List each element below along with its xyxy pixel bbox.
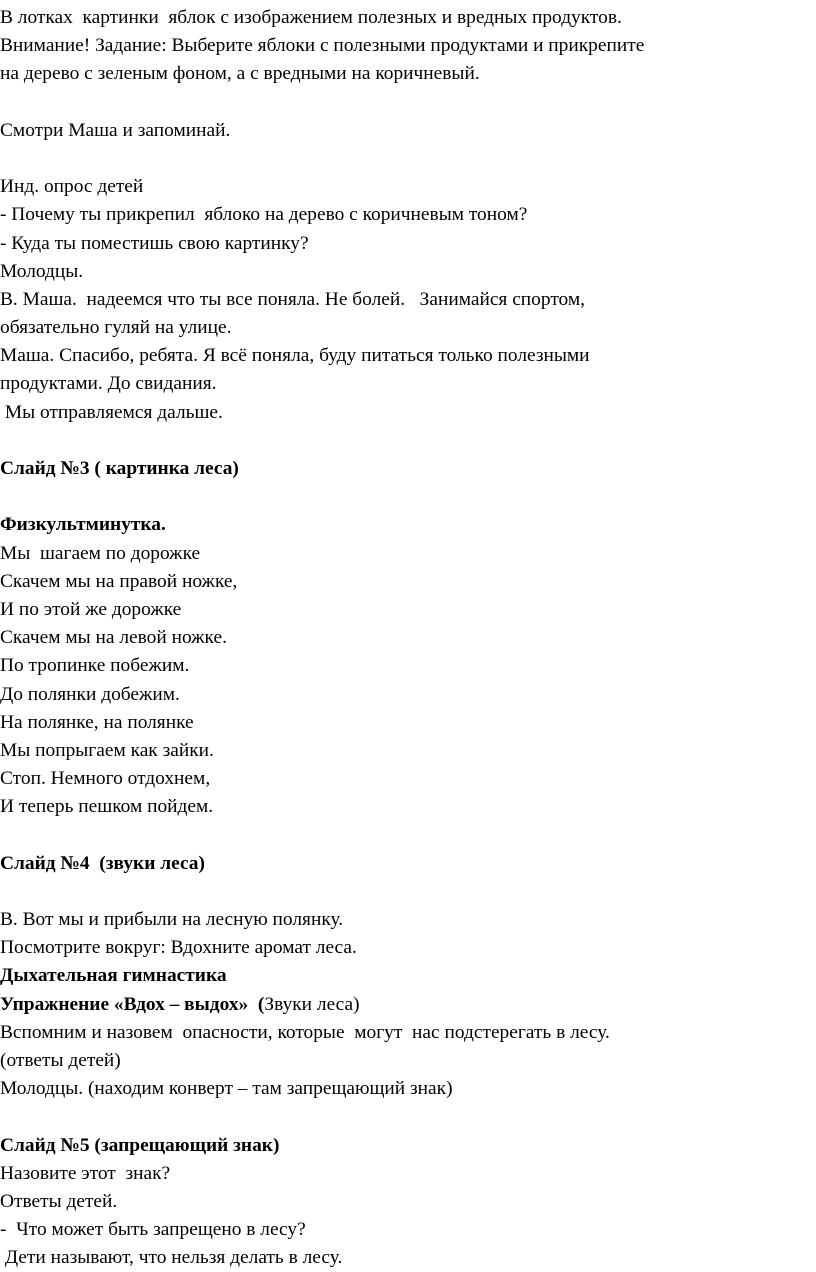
exercise-line (0, 991, 816, 1019)
section-heading: Дыхательная гимнастика (0, 965, 227, 987)
slide-heading: Слайд №3 ( картинка леса) (0, 458, 239, 479)
text-line: Молодцы. (0, 260, 84, 282)
text-line: Посмотрите вокруг: Вдохните аромат леса. (0, 937, 357, 959)
poem-line: И теперь пешком пойдем. (0, 796, 214, 818)
blank-line (0, 1103, 816, 1131)
text-line: В. Вот мы и прибыли на лесную полянку. (0, 909, 344, 930)
poem-line: На полянке, на полянке (0, 711, 194, 733)
poem-line: Мы шагаем по дорожке (0, 542, 201, 564)
poem-line: И по этой же дорожке (0, 598, 182, 620)
text-line: Назовите этот знак? (0, 1162, 171, 1184)
poem-line: По тропинке побежим. (0, 655, 190, 677)
text-line: продуктами. До свидания. (0, 373, 217, 395)
text-line: Смотри Маша и запоминай. (0, 119, 231, 141)
text-line: Молодцы. (находим конверт – там запрещающий знак) (0, 1078, 453, 1100)
section-heading: Физкультминутка. (0, 514, 166, 536)
blank-line (0, 89, 816, 117)
exercise-title: Упражнение «Вдох – выдох» ( (0, 993, 265, 1015)
blank-line (0, 145, 816, 173)
text-line: Мы отправляемся дальше. (0, 401, 223, 423)
text-line: Маша. Спасибо, ребята. Я всё поняла, буду питаться только полезными (0, 345, 590, 367)
text-line: - Куда ты поместишь свою картинку? (0, 232, 309, 254)
text-line: Вспомним и назовем опасности, которые могут нас подстерегать в лесу. (0, 1021, 610, 1043)
text-line: Дети называют, что нельзя делать в лесу. (0, 1247, 343, 1269)
blank-line (0, 427, 816, 455)
poem-line: Скачем мы на правой ножке, (0, 570, 238, 592)
text-line: В лотках картинки яблок с изображением полезных и вредных продуктов. (0, 7, 622, 28)
blank-line (0, 821, 816, 849)
text-line: (ответы детей) (0, 1049, 121, 1071)
text-line: В. Маша. надеемся что ты все поняла. Не болей. Занимайся спортом, (0, 288, 585, 310)
poem-line: Мы попрыгаем как зайки. (0, 739, 214, 761)
text-line: обязательно гуляй на улице. (0, 317, 232, 339)
poem-line: Стоп. Немного отдохнем, (0, 768, 211, 790)
slide-heading: Слайд №4 (звуки леса) (0, 852, 205, 874)
blank-line (0, 483, 816, 511)
text-line: Инд. опрос детей (0, 176, 144, 198)
poem-line: До полянки добежим. (0, 683, 180, 705)
text-line: на дерево с зеленым фоном, а с вредными на коричневый. (0, 63, 480, 85)
text-line: - Почему ты прикрепил яблоко на дерево с коричневым тоном? (0, 204, 528, 226)
poem-line: Скачем мы на левой ножке. (0, 627, 227, 649)
slide-heading: Слайд №5 (запрещающий знак) (0, 1134, 280, 1156)
blank-line (0, 878, 816, 906)
text-line: Внимание! Задание: Выберите яблоки с полезными продуктами и прикрепите (0, 35, 645, 57)
text-line: - Что может быть запрещено в лесу? (0, 1219, 306, 1241)
exercise-note: Звуки леса) (264, 993, 360, 1015)
text-line: Ответы детей. (0, 1190, 118, 1212)
